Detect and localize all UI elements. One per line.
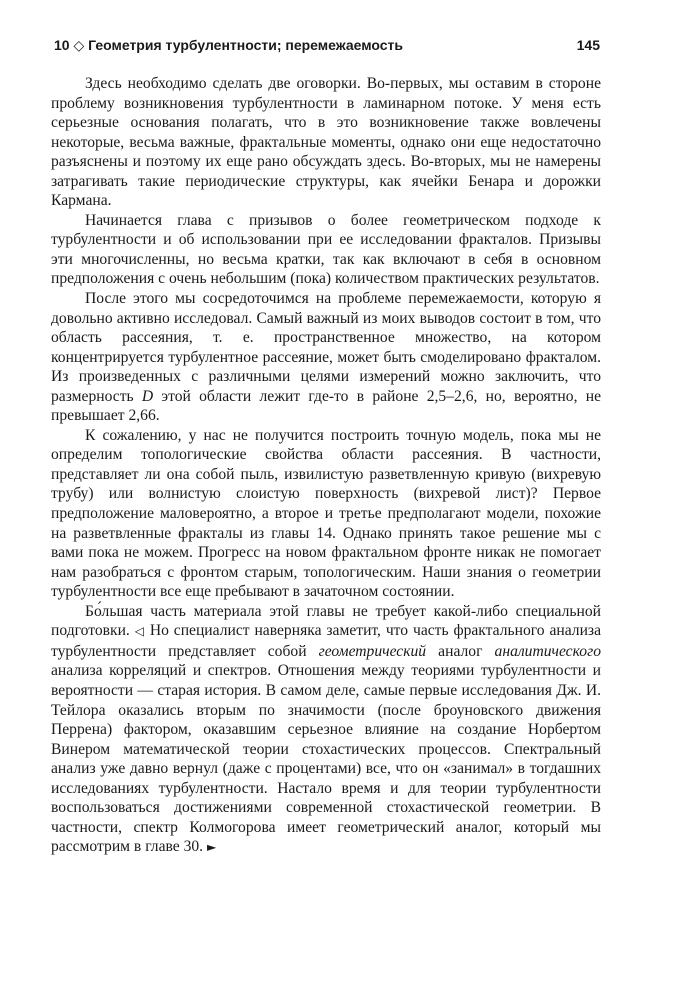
open-triangle-marker-icon: ◁: [134, 624, 145, 639]
paragraph-topology: К сожалению, у нас не получится построить точную модель, пока мы не определим топологические свойства области рассеяния. В частности, представляет ли она собой пыль, извилистую разветвленную кривую (вихревую трубу) или волнистую слоистую поверхность (вихревой лист)? Первое предположение маловероятно, а второе и третье предполагают модели, похожие на разветвленные фракталы из главы 14. Однако принять такое решение мы с вами пока не можем. Прогресс на новом фрактальном фронте никак не помогает нам разобраться с фронтом старым, топологическим. Наши знания о геометрии турбулентности все еще пребывают в зачаточном состоянии.: [51, 426, 601, 601]
closing-triangle-marker-icon: ►: [206, 840, 217, 855]
paragraph-geometric-approach: Начинается глава с призывов о более геометрическом подходе к турбулентности и об использовании при ее исследовании фракталов. Призывы эти многочисленны, но весьма кратки, так как включают в себя в основном предположения с очень небольшим (пока) количеством практических результатов.: [51, 211, 601, 288]
italic-term-geometric: геометрический: [318, 642, 427, 660]
paragraph-text: аналог: [426, 642, 495, 660]
paragraph-intermittency: [51, 289, 601, 426]
paragraph-text: После этого мы сосредоточимся на проблеме перемежаемости, которую я довольно активно исследовал. Самый важный из моих выводов состоит в том, что область рассеяния, т. е. пространственное множество, на котором концентрируется турбулентное рассеяние, может быть смоделировано фракталом. Из произведенных с различными целями измерений можно заключить, что размерность: [51, 290, 601, 405]
italic-term-analytic: аналитического: [494, 642, 601, 660]
page-number: 145: [576, 37, 600, 53]
paragraph-stochastic-theory: [51, 602, 601, 858]
math-symbol-d: D: [141, 387, 154, 405]
chapter-title: 10 ◇ Геометрия турбулентности; перемежаемость: [54, 37, 404, 53]
paragraph-text: этой области лежит где-то в районе 2,5–2,6, но, вероятно, не превышает 2,66.: [51, 387, 601, 425]
paragraph-reservations: Здесь необходимо сделать две оговорки. Во-первых, мы оставим в стороне проблему возникновения турбулентности в ламинарном потоке. У меня есть серьезные основания полагать, что в это возникновение также вовлечены некоторые, весьма важные, фрактальные моменты, однако они еще недостаточно разъяснены и поэтому их еще рано обсуждать здесь. Во-вторых, мы не намерены затрагивать такие периодические структуры, как ячейки Бенара и дорожки Кармана.: [51, 75, 601, 210]
paragraph-text: Но специалист наверняка заметит, что часть фрактального анализа турбулентности представляет собой: [51, 622, 601, 660]
paragraph-text: анализа корреляций и спектров. Отношения между теориями турбулентности и вероятности — старая история. В самом деле, самые первые исследования Дж. И. Тейлора оказались вторым по значимости (после броуновского движения Перрена) фактором, оказавшим серьезное влияние на создание Норбертом Винером математической теории стохастических процессов. Спектральный анализ уже давно вернул (даже с процентами) все, что он «занимал» в тогдашних исследованиях турбулентности. Настало время и для теории турбулентности воспользоваться достижениями современной стохастической геометрии. В частности, спектр Колмогорова имеет геометрический аналог, который мы рассмотрим в главе 30.: [51, 662, 601, 856]
running-header: [54, 34, 600, 56]
paragraph-text: Бо́льшая часть материала этой главы не требует какой-либо специальной подготовки.: [51, 602, 601, 640]
body-text: [51, 74, 601, 858]
